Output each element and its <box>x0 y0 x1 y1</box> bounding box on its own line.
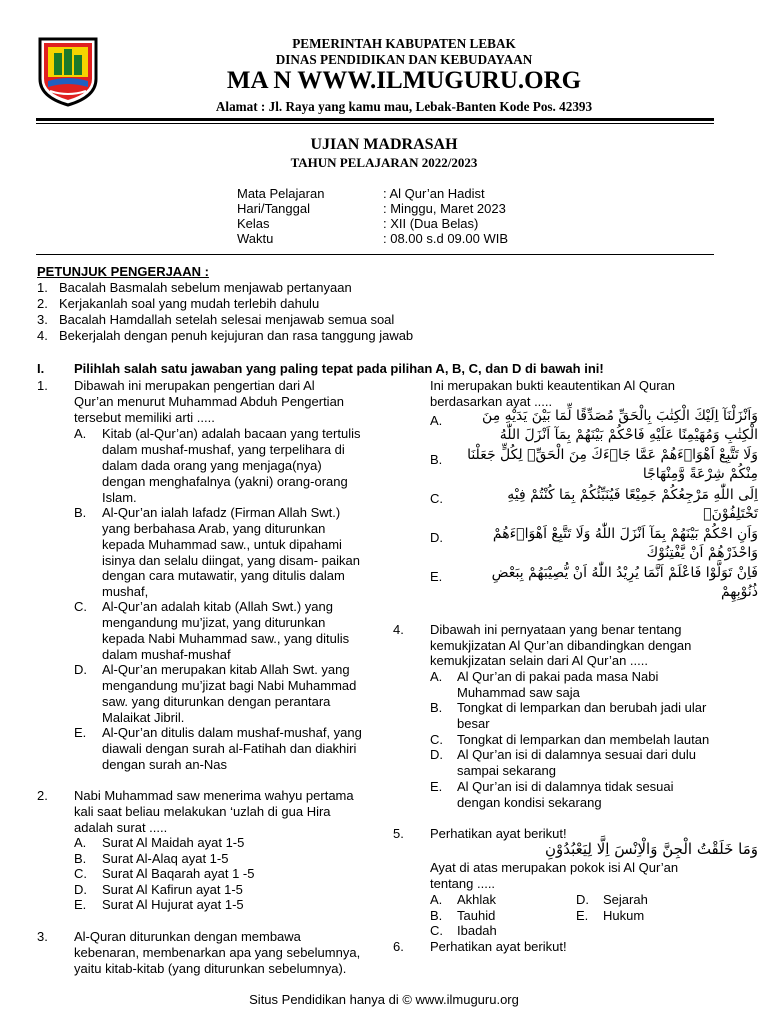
question-stem-line: Perhatikan ayat berikut! <box>430 939 567 954</box>
regency-logo <box>36 35 100 107</box>
section-number: I. <box>37 361 45 376</box>
option-line: sampai sekarang <box>457 763 556 778</box>
question-stem-line: kali saat beliau melakukan ‘uzlah di gua Hira <box>74 804 331 819</box>
list-item: Bacalah Basmalah sebelum menjawab pertanyaan <box>59 280 352 295</box>
page-footer: Situs Pendidikan hanya di © www.ilmuguru.org <box>249 992 519 1007</box>
option-line: mushaf, <box>102 584 149 599</box>
option-text: Surat Al Maidah ayat 1-5 <box>102 835 245 850</box>
question-stem-line: Al-Quran diturunkan dengan membawa <box>74 929 301 944</box>
option-line: Islam. <box>102 490 137 505</box>
question-stem-line: Ini merupakan bukti keautentikan Al Quran <box>430 378 675 393</box>
option-letter: A. <box>430 892 443 907</box>
list-num: 3. <box>37 312 48 327</box>
option-line: kepada Muhammad saw., untuk dipahami <box>102 537 342 552</box>
option-line: Al Qur’an di pakai pada masa Nabi <box>457 669 659 684</box>
question-stem-line: Ayat di atas merupakan pokok isi Al Qur’an <box>430 860 679 875</box>
list-num: 4. <box>37 328 48 343</box>
option-letter: D. <box>74 662 87 677</box>
option-line: dengan cara mutawatir, yang ditulis dalam <box>102 568 345 583</box>
question-number: 1. <box>37 378 48 393</box>
question-stem-line: tentang ..... <box>430 876 496 891</box>
question-number: 5. <box>393 826 404 841</box>
option-line: Al Qur’an isi di dalamnya sesuai dari dulu <box>457 747 696 762</box>
arabic-verse-line: وَلَا تَتَّبِعْ اَهْوَاۤءَهُمْ عَمَّا جَاۤءَكَ مِنَ الْحَقِّۗ لِكُلٍّ جَعَلْنَا <box>467 447 758 463</box>
school-name: MA N WWW.ILMUGURU.ORG <box>226 67 582 94</box>
option-line: Al-Qur’an merupakan kitab Allah Swt. yang <box>102 662 350 677</box>
agency-line: DINAS PENDIDIKAN DAN KEBUDAYAAN <box>275 52 533 67</box>
option-letter: C. <box>430 732 443 747</box>
list-item: Kerjakanlah soal yang mudah terlebih dahulu <box>59 296 320 311</box>
option-text: Ibadah <box>457 923 497 938</box>
info-label: Hari/Tanggal <box>237 201 310 216</box>
list-num: 1. <box>37 280 48 295</box>
option-line: dalam mushaf-mushaf, yang terpelihara di <box>102 442 345 457</box>
option-line: mengandung mu’jizat, yang diturunkan <box>102 615 326 630</box>
option-letter: E. <box>576 908 589 923</box>
option-text: Surat Al Hujurat ayat 1-5 <box>102 897 244 912</box>
option-letter: C. <box>74 599 87 614</box>
info-rule <box>36 254 714 255</box>
arabic-verse-line: اِلَى اللّٰهِ مَرْجِعُكُمْ جَمِيْعًا فَيُنَبِّئُكُمْ بِمَا كُنْتُمْ فِيْهِ <box>507 487 758 503</box>
option-letter: E. <box>430 569 443 584</box>
question-stem-line: Perhatikan ayat berikut! <box>430 826 567 841</box>
exam-year: TAHUN PELAJARAN 2022/2023 <box>290 155 478 170</box>
header-rule-thick <box>36 118 714 121</box>
option-line: dengan menghafalnya (yakni) orang-orang <box>102 474 348 489</box>
option-letter: B. <box>74 851 87 866</box>
question-stem-line: tersebut memiliki arti ..... <box>74 410 215 425</box>
instructions-title: PETUNJUK PENGERJAAN : <box>37 264 209 279</box>
option-line: Tongkat di lemparkan dan membelah lautan <box>457 732 710 747</box>
question-stem-line: Dibawah ini pernyataan yang benar tentang <box>430 622 682 637</box>
arabic-verse-line: وَمَا خَلَقْتُ الْجِنَّ وَالْاِنْسَ اِلَّا لِيَعْبُدُوْنِ <box>544 840 758 858</box>
option-line: yang berbahasa Arab, yang diturunkan <box>102 521 326 536</box>
info-value: : 08.00 s.d 09.00 WIB <box>383 231 509 246</box>
address: Alamat : Jl. Raya yang kamu mau, Lebak-Banten Kode Pos. 42393 <box>215 99 593 114</box>
option-line: dengan surah an-Nas <box>102 757 228 772</box>
option-letter: E. <box>74 725 87 740</box>
option-text: Akhlak <box>457 892 497 907</box>
option-line: dalam dada orang yang menjaga(nya) <box>102 458 322 473</box>
option-line: Al-Qur’an ialah lafadz (Firman Allah Swt.) <box>102 505 341 520</box>
info-value: : XII (Dua Belas) <box>383 216 479 231</box>
option-text: Sejarah <box>603 892 648 907</box>
question-stem-line: Nabi Muhammad saw menerima wahyu pertama <box>74 788 354 803</box>
option-line: mengandung mu’jizat bagi Nabi Muhammad <box>102 678 357 693</box>
option-line: Muhammad saw saja <box>457 685 580 700</box>
question-stem-line: Dibawah ini merupakan pengertian dari Al <box>74 378 315 393</box>
arabic-verse-line: وَاحْذَرْهُمْ اَنْ يَّفْتِنُوْكَ <box>646 545 758 561</box>
option-letter: B. <box>430 452 443 467</box>
list-item: Bacalah Hamdallah setelah selesai menjawab semua soal <box>59 312 395 327</box>
question-number: 2. <box>37 788 48 803</box>
arabic-verse-line: مِنْكُمْ شِرْعَةً وَّمِنْهَاجًا <box>642 466 758 482</box>
arabic-verse-line: فَاِنْ تَوَلَّوْا فَاعْلَمْ اَنَّمَا يُرِيْدُ اللّٰهُ اَنْ يُّصِيْبَهُمْ بِبَعْضِ <box>491 565 758 581</box>
option-letter: E. <box>430 779 443 794</box>
arabic-verse-line: الْكِتٰبِ وَمُهَيْمِنًا عَلَيْهِ فَاحْكُمْ بَيْنَهُمْ بِمَآ اَنْزَلَ اللّٰهُ <box>499 427 758 443</box>
option-letter: D. <box>430 747 443 762</box>
question-number: 3. <box>37 929 48 944</box>
option-letter: C. <box>430 923 443 938</box>
list-num: 2. <box>37 296 48 311</box>
option-letter: A. <box>74 426 87 441</box>
option-letter: A. <box>430 413 443 428</box>
option-line: kepada Nabi Muhammad saw., yang ditulis <box>102 631 350 646</box>
question-stem-line: kebenaran, membenarkan apa yang sebelumnya, <box>74 945 361 960</box>
info-label: Kelas <box>237 216 270 231</box>
info-value: : Al Qur’an Hadist <box>383 186 485 201</box>
option-letter: C. <box>74 866 87 881</box>
option-line: Al-Qur’an ditulis dalam mushaf-mushaf, yang <box>102 725 362 740</box>
question-stem-line: Qur’an menurut Muhammad Abduh Pengertian <box>74 394 345 409</box>
header-rule-thin <box>36 123 714 124</box>
option-line: saw. yang diturunkan dengan perantara <box>102 694 331 709</box>
option-letter: C. <box>430 491 443 506</box>
option-text: Tauhid <box>457 908 496 923</box>
option-text: Hukum <box>603 908 645 923</box>
option-letter: B. <box>74 505 87 520</box>
option-line: isinya dan selalu diingat, yang disam- paikan <box>102 553 360 568</box>
option-line: Malaikat Jibril. <box>102 710 185 725</box>
option-letter: D. <box>576 892 589 907</box>
question-number: 4. <box>393 622 404 637</box>
arabic-verse-line: وَاَنِ احْكُمْ بَيْنَهُمْ بِمَآ اَنْزَلَ اللّٰهُ وَلَا تَتَّبِعْ اَهْوَاۤءَهُمْ <box>492 526 758 542</box>
arabic-verse-line: تَخْتَلِفُوْنَۙ <box>703 506 758 522</box>
list-item: Bekerjalah dengan penuh kejujuran dan rasa tanggung jawab <box>59 328 414 343</box>
option-line: diawali dengan surah al-Fatihah dan diakhiri <box>102 741 357 756</box>
info-label: Mata Pelajaran <box>237 186 325 201</box>
option-letter: B. <box>430 908 443 923</box>
option-text: Surat Al Baqarah ayat 1 -5 <box>102 866 255 881</box>
question-stem-line: yaitu kitab-kitab (yang diturunkan sebelumnya). <box>74 961 347 976</box>
option-line: Al Qur’an isi di dalamnya tidak sesuai <box>457 779 674 794</box>
arabic-verse-line: وَاَنْزَلْنَآ اِلَيْكَ الْكِتٰبَ بِالْحَقِّ مُصَدِّقًا لِّمَا بَيْنَ يَدَيْهِ مِنَ <box>482 408 758 424</box>
option-line: Kitab (al-Qur’an) adalah bacaan yang tertulis <box>102 426 361 441</box>
option-line: Tongkat di lemparkan dan berubah jadi ular <box>457 700 707 715</box>
question-stem-line: kemukjizatan selain dari Al Qur’an ..... <box>430 653 648 668</box>
info-label: Waktu <box>237 231 274 246</box>
gov-line: PEMERINTAH KABUPATEN LEBAK <box>292 36 516 51</box>
option-letter: B. <box>430 700 443 715</box>
section-heading: Pilihlah salah satu jawaban yang paling tepat pada pilihan A, B, C, dan D di bawah ini! <box>74 361 604 376</box>
question-stem-line: berdasarkan ayat ..... <box>430 394 553 409</box>
question-stem-line: adalah surat ..... <box>74 820 168 835</box>
option-line: Al-Qur’an adalah kitab (Allah Swt.) yang <box>102 599 333 614</box>
option-text: Surat Al Kafirun ayat 1-5 <box>102 882 243 897</box>
arabic-verse-line: ذُنُوْبِهِمْ <box>720 584 758 600</box>
option-letter: D. <box>74 882 87 897</box>
option-line: dengan kondisi sekarang <box>457 795 602 810</box>
option-text: Surat Al-Alaq ayat 1-5 <box>102 851 229 866</box>
option-letter: A. <box>74 835 87 850</box>
question-number: 6. <box>393 939 404 954</box>
exam-title: UJIAN MADRASAH <box>310 136 458 153</box>
option-line: dalam mushaf-mushaf <box>102 647 231 662</box>
option-letter: E. <box>74 897 87 912</box>
option-letter: D. <box>430 530 443 545</box>
question-stem-line: kemukjizatan Al Qur’an dibandingkan dengan <box>430 638 692 653</box>
option-line: besar <box>457 716 490 731</box>
info-value: : Minggu, Maret 2023 <box>383 201 506 216</box>
option-letter: A. <box>430 669 443 684</box>
